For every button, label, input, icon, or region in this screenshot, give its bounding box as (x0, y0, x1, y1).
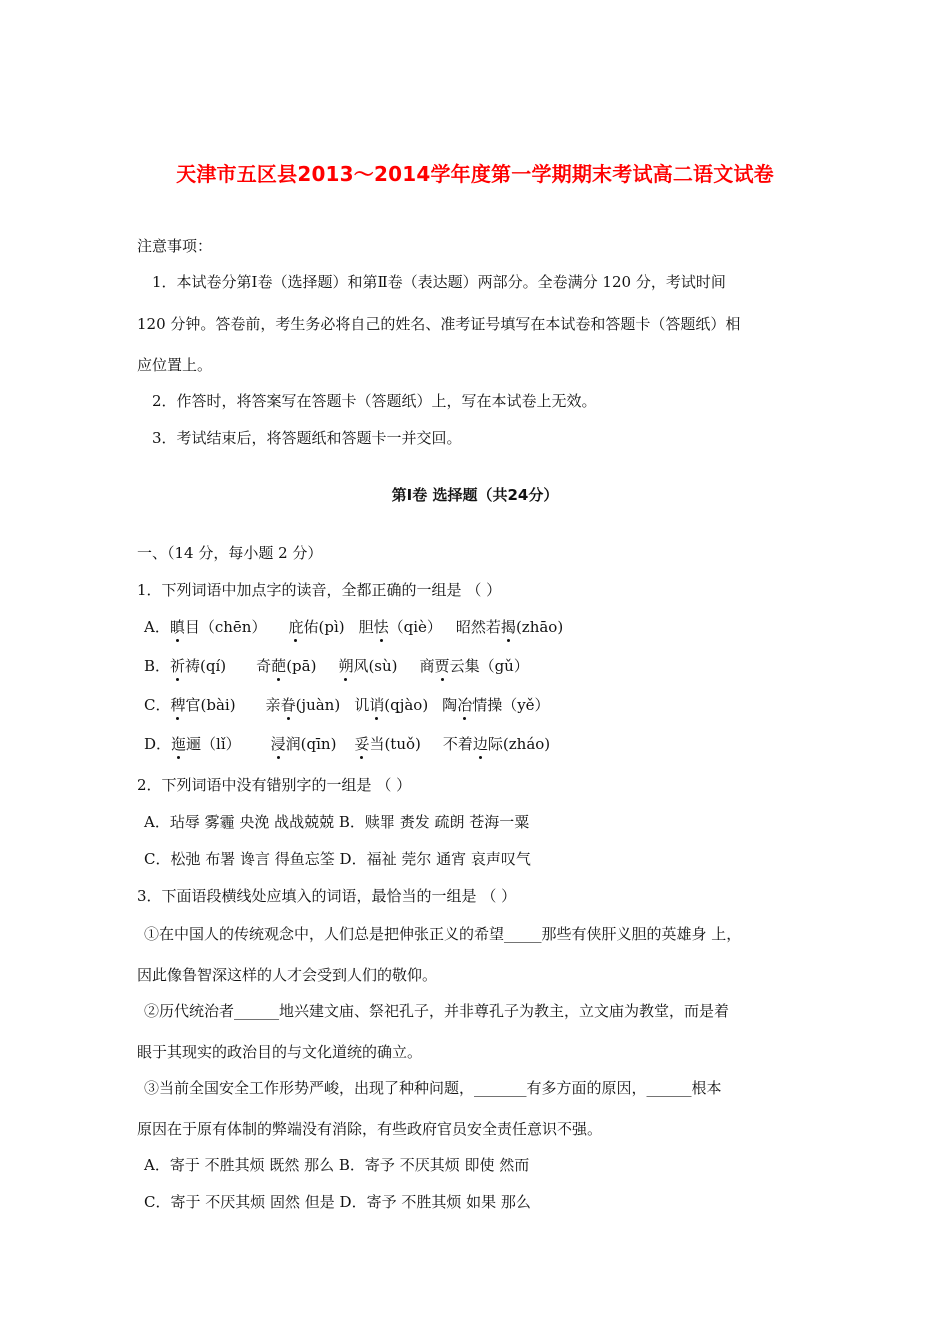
section-heading: 第Ⅰ卷 选择题（共24分） (391, 486, 559, 504)
notice-item-1-line-2: 120 分钟。答卷前，考生务必将自己的姓名、准考证号填写在本试卷和答题卡（答题纸）相 (137, 315, 741, 333)
question-3-stem: 3．下面语段横线处应填入的词语，最恰当的一组是 （ ） (137, 887, 517, 905)
question-3-options-ab: A．寄于 不胜其烦 既然 那么 B．寄予 不厌其烦 即使 然而 (144, 1156, 530, 1174)
notice-item-2: 2．作答时，将答案写在答题卡（答题纸）上，写在本试卷上无效。 (152, 392, 597, 410)
notice-item-1-line-3: 应位置上。 (137, 356, 213, 374)
page-title: 天津市五区县2013～2014学年度第一学期期末考试高二语文试卷 (176, 162, 774, 186)
part-heading: 一、（14 分，每小题 2 分） (137, 544, 323, 562)
question-3-sentence-2-line-2: 眼于其现实的政治目的与文化道统的确立。 (137, 1043, 423, 1061)
question-2-stem: 2．下列词语中没有错别字的一组是 （ ） (137, 776, 412, 794)
question-3-sentence-3-line-2: 原因在于原有体制的弊端没有消除，有些政府官员安全责任意识不强。 (137, 1120, 603, 1138)
question-1-option-d: D．迤逦（lǐ） 浸润(qīn) 妥当(tuǒ) 不着边际(zháo) (144, 735, 551, 753)
notice-item-1-line-1: 1．本试卷分第Ⅰ卷（选择题）和第Ⅱ卷（表达题）两部分。全卷满分 120 分，考试时间 (152, 273, 726, 291)
question-1-stem: 1．下列词语中加点字的读音，全都正确的一组是 （ ） (137, 581, 502, 599)
question-2-options-ab: A．玷辱 雾霾 央浼 战战兢兢 B．赎罪 赉发 疏朗 苍海一粟 (144, 813, 530, 831)
question-1-option-b: B．祈祷(qí) 奇葩(pā) 朔风(sù) 商贾云集（gǔ） (144, 657, 529, 675)
notice-item-3: 3．考试结束后，将答题纸和答题卡一并交回。 (152, 429, 462, 447)
question-3-options-cd: C．寄于 不厌其烦 固然 但是 D．寄予 不胜其烦 如果 那么 (144, 1193, 531, 1211)
notice-heading: 注意事项： (137, 237, 213, 255)
question-1-option-a: A．瞋目（chēn） 庇佑(pì) 胆怯（qiè） 昭然若揭(zhāo) (144, 618, 564, 636)
question-3-sentence-2-line-1: ②历代统治者______地兴建文庙、祭祀孔子，并非尊孔子为教主，立文庙为教堂，而是着 (144, 1002, 730, 1020)
question-2-options-cd: C．松弛 布署 谗言 得鱼忘筌 D．福祉 莞尔 通宵 哀声叹气 (144, 850, 531, 868)
question-3-sentence-1-line-1: ①在中国人的传统观念中，人们总是把伸张正义的希望_____那些有侠肝义胆的英雄身 上， (144, 925, 742, 943)
question-3-sentence-3-line-1: ③当前全国安全工作形势严峻，出现了种种问题，_______有多方面的原因，______根本 (144, 1079, 722, 1097)
question-1-option-c: C．稗官(bài) 亲眷(juàn) 讥诮(qjào) 陶冶情操（yě） (144, 696, 550, 714)
question-3-sentence-1-line-2: 因此像鲁智深这样的人才会受到人们的敬仰。 (137, 966, 438, 984)
